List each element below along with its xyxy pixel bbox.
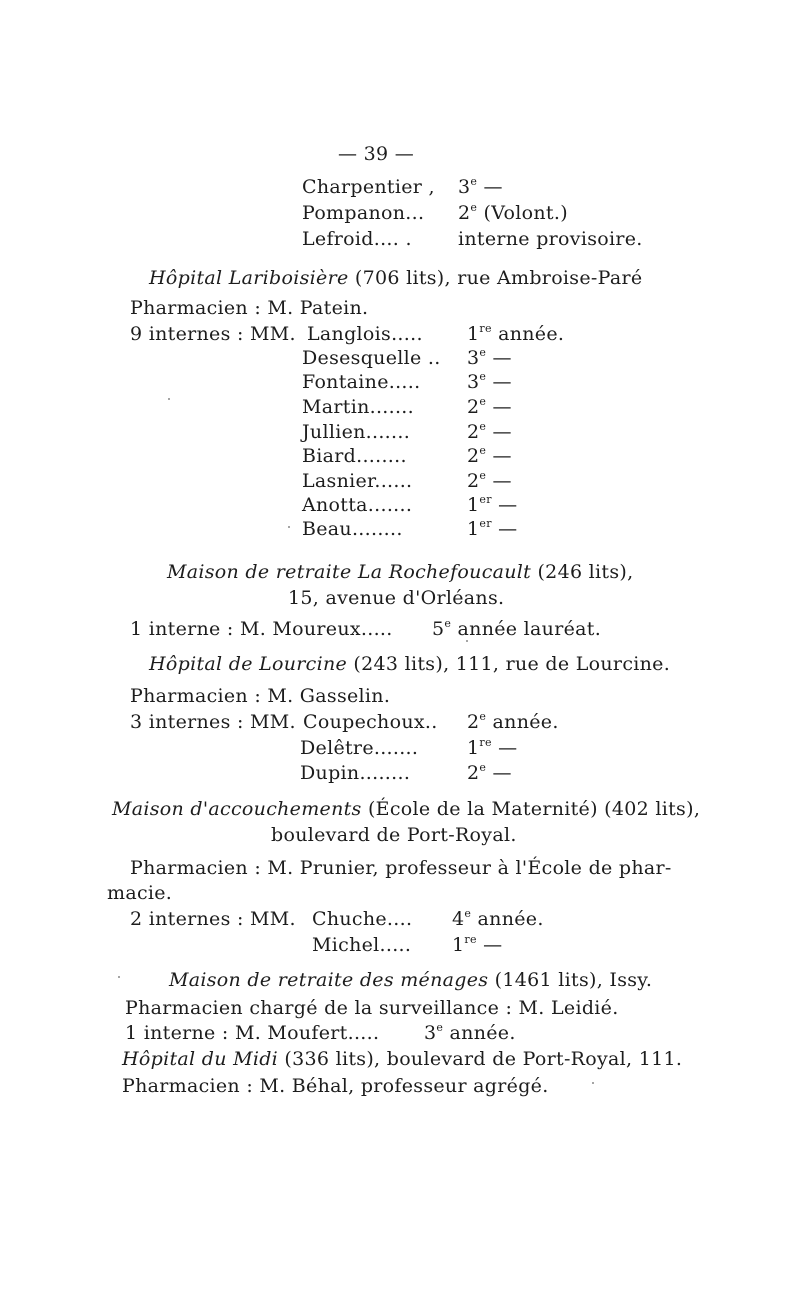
rochefoucault-heading: Maison de retraite La Rochefoucault (246 lits), xyxy=(167,561,634,583)
interne-rank: 2e — xyxy=(467,443,512,467)
menages-interne: 1 interne : M. Moufert..... xyxy=(125,1022,380,1044)
menages-pharmacien: Pharmacien chargé de la surveillance : M. Leidié. xyxy=(125,997,619,1019)
interne-name: Chuche.... xyxy=(312,908,413,930)
rochefoucault-interne-rank: 5e année lauréat. xyxy=(432,616,602,640)
interne-rank: 2e année. xyxy=(467,709,559,733)
interne-name: Biard........ xyxy=(302,445,407,467)
interne-name: Desesquelle .. xyxy=(302,347,441,369)
interne-rank: 3e — xyxy=(467,369,512,393)
menages-heading: Maison de retraite des ménages (1461 lits), Issy. xyxy=(169,969,653,991)
interne-rank: 1er — xyxy=(467,492,518,516)
interne-name: Jullien....... xyxy=(302,421,411,443)
interne-name: Dupin........ xyxy=(300,762,411,784)
page-number: — 39 — xyxy=(337,143,415,165)
interne-rank: 1re — xyxy=(467,735,518,759)
interne-name: Martin....... xyxy=(302,396,414,418)
menages-interne-rank: 3e année. xyxy=(424,1020,516,1044)
rochefoucault-address: 15, avenue d'Orléans. xyxy=(288,587,505,609)
interne-name: Fontaine..... xyxy=(302,371,421,393)
accouchements-pharmacien-line2: macie. xyxy=(107,882,173,904)
interne-rank: 3e — xyxy=(467,345,512,369)
interne-rank: 1er — xyxy=(467,516,518,540)
print-speck xyxy=(118,976,120,978)
lourcine-internes-label: 3 internes : MM. xyxy=(130,711,296,733)
accouchements-heading: Maison d'accouchements (École de la Maternité) (402 lits), xyxy=(112,798,701,820)
interne-rank: 2e — xyxy=(467,419,512,443)
accouchements-address: boulevard de Port-Royal. xyxy=(271,824,517,846)
top-status-3: interne provisoire. xyxy=(458,228,643,250)
interne-rank: 2e — xyxy=(467,760,512,784)
rochefoucault-interne: 1 interne : M. Moureux..... xyxy=(130,618,393,640)
interne-rank: 1re année. xyxy=(467,321,565,345)
interne-rank: 1re — xyxy=(452,932,503,956)
top-name-2: Pompanon... xyxy=(302,202,425,224)
interne-name: Michel..... xyxy=(312,934,412,956)
lariboisiere-pharmacien: Pharmacien : M. Patein. xyxy=(130,297,369,319)
accouchements-internes-label: 2 internes : MM. xyxy=(130,908,296,930)
print-speck xyxy=(592,1082,594,1084)
print-speck xyxy=(288,526,290,528)
lariboisiere-internes-label: 9 internes : MM. xyxy=(130,323,296,345)
top-rank-1: 3e — xyxy=(458,174,503,198)
interne-name: Delêtre....... xyxy=(300,737,419,759)
interne-name: Langlois..... xyxy=(307,323,423,345)
lariboisiere-heading: Hôpital Lariboisière (706 lits), rue Ambroise-Paré xyxy=(149,267,643,289)
interne-rank: 2e — xyxy=(467,468,512,492)
interne-name: Beau........ xyxy=(302,518,403,540)
lourcine-pharmacien: Pharmacien : M. Gasselin. xyxy=(130,685,391,707)
accouchements-pharmacien-line1: Pharmacien : M. Prunier, professeur à l'École de phar- xyxy=(130,857,672,879)
top-name-1: Charpentier , xyxy=(302,176,435,198)
midi-heading: Hôpital du Midi (336 lits), boulevard de Port-Royal, 111. xyxy=(122,1048,683,1070)
interne-name: Lasnier...... xyxy=(302,470,413,492)
top-name-3: Lefroid.... . xyxy=(302,228,412,250)
top-rank-2: 2e (Volont.) xyxy=(458,200,568,224)
lourcine-heading: Hôpital de Lourcine (243 lits), 111, rue de Lourcine. xyxy=(149,653,671,675)
midi-pharmacien: Pharmacien : M. Béhal, professeur agrégé. xyxy=(122,1075,549,1097)
print-speck xyxy=(466,640,468,642)
interne-rank: 4e année. xyxy=(452,906,544,930)
print-speck xyxy=(168,398,170,400)
interne-name: Coupechoux.. xyxy=(303,711,438,733)
interne-name: Anotta....... xyxy=(302,494,413,516)
interne-rank: 2e — xyxy=(467,394,512,418)
